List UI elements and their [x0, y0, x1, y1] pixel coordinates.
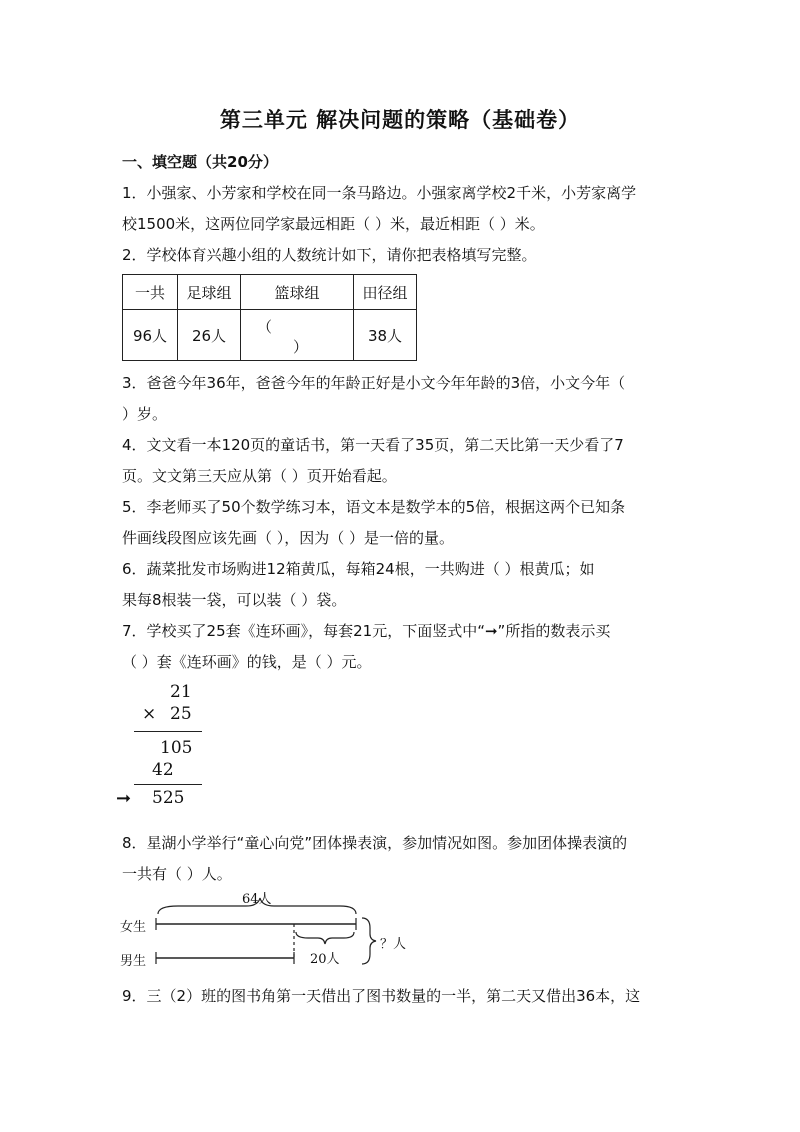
value-track: 38人 — [354, 310, 417, 361]
q8-line1: 8．星湖小学举行“童心向党”团体操表演，参加情况如图。参加团体操表演的 — [122, 834, 628, 852]
q5-line1: 5．李老师买了50个数学练习本，语文本是数学本的5倍，根据这两个已知条 — [122, 498, 626, 516]
paren-open: （ — [257, 318, 273, 336]
value-total: 96人 — [123, 310, 178, 361]
label-boys: 男生 — [120, 954, 147, 969]
q8-line2: 一共有（ ）人。 — [122, 865, 232, 883]
value-basketball-blank[interactable] — [241, 310, 354, 361]
partial-product-1: 105 — [160, 738, 193, 758]
page-title: 第三单元 解决问题的策略（基础卷） — [219, 108, 581, 132]
times-sign: × — [142, 704, 157, 724]
arrow-icon: ➞ — [116, 788, 132, 809]
q3-line2: ）岁。 — [122, 405, 168, 423]
partial-product-2: 42 — [152, 760, 174, 780]
header-basketball: 篮球组 — [241, 275, 354, 310]
header-track: 田径组 — [354, 275, 417, 310]
multiplicand: 21 — [170, 682, 192, 702]
value-football: 26人 — [178, 310, 241, 361]
q2-line1: 2．学校体育兴趣小组的人数统计如下，请你把表格填写完整。 — [122, 246, 537, 264]
q7-line2: （ ）套《连环画》的钱，是（ ）元。 — [122, 653, 372, 671]
paren-close: ） — [293, 338, 309, 356]
q6-line1: 6．蔬菜批发市场购进12箱黄瓜，每箱24根，一共购进（ ）根黄瓜；如 — [122, 560, 595, 578]
q5-line2: 件画线段图应该先画（ ），因为（ ）是一倍的量。 — [122, 529, 455, 547]
q3-line1: 3．爸爸今年36年，爸爸今年的年龄正好是小文今年年龄的3倍，小文今年（ — [122, 374, 626, 392]
label-difference: 20人 — [310, 952, 340, 967]
header-football: 足球组 — [178, 275, 241, 310]
label-question: ？人 — [380, 937, 407, 952]
label-total: 64人 — [242, 892, 272, 907]
q7-line1: 7．学校买了25套《连环画》，每套21元，下面竖式中“➞”所指的数表示买 — [122, 622, 611, 640]
label-girls: 女生 — [120, 920, 147, 935]
final-product: 525 — [152, 788, 185, 808]
section-heading: 一、填空题（共20分） — [122, 153, 278, 171]
calc-rule-1 — [134, 731, 202, 732]
interest-group-table — [122, 274, 417, 361]
header-total: 一共 — [123, 275, 178, 310]
calc-rule-2 — [134, 784, 202, 785]
table-value-row — [123, 310, 417, 361]
table-header-row — [123, 275, 417, 310]
q4-line2: 页。文文第三天应从第（ ）页开始看起。 — [122, 467, 397, 485]
q4-line1: 4．文文看一本120页的童话书，第一天看了35页，第二天比第一天少看了7 — [122, 436, 624, 454]
q6-line2: 果每8根装一袋，可以装（ ）袋。 — [122, 591, 347, 609]
q1-line1: 1．小强家、小芳家和学校在同一条马路边。小强家离学校2千米，小芳家离学 — [122, 184, 637, 202]
line-segment-diagram — [118, 888, 418, 978]
multiplier: 25 — [170, 704, 192, 724]
q9-line1: 9．三（2）班的图书角第一天借出了图书数量的一半，第二天又借出36本，这 — [122, 987, 641, 1005]
q1-line2: 校1500米，这两位同学家最远相距（ ）米，最近相距（ ）米。 — [122, 215, 545, 233]
